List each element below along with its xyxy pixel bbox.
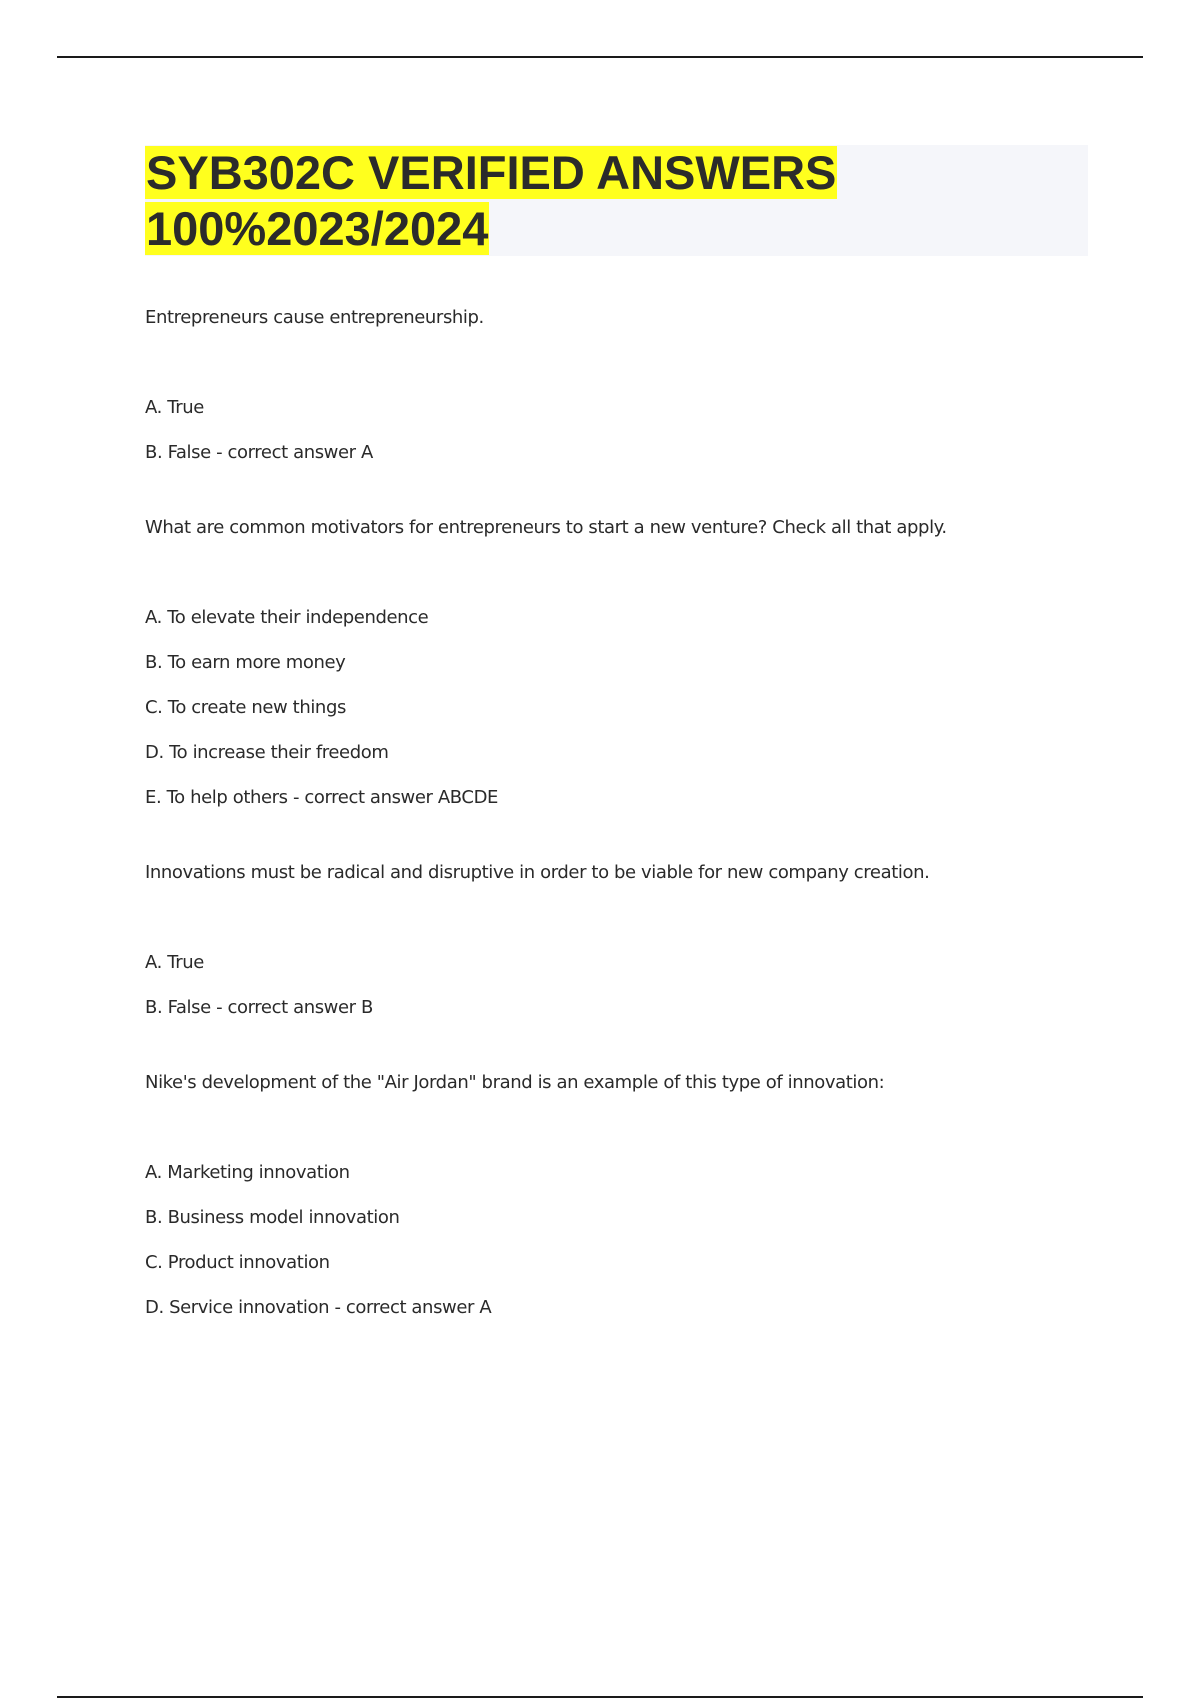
answer-options — [145, 603, 1105, 813]
title-line-1: SYB302C VERIFIED ANSWERS — [146, 146, 837, 199]
answer-option: D. Service innovation - correct answer A — [145, 1297, 492, 1318]
title-line-2: 100%2023/2024 — [146, 202, 489, 255]
answer-options — [145, 1158, 1105, 1323]
answer-option: C. Product innovation — [145, 1252, 330, 1273]
document-title — [145, 145, 1088, 257]
footer-rule — [57, 1696, 1143, 1698]
answer-options — [145, 948, 1105, 1023]
header-rule — [57, 56, 1143, 58]
question-block-2 — [145, 513, 1105, 813]
answer-option: B. False - correct answer A — [145, 442, 373, 463]
question-text: Nike's development of the "Air Jordan" brand is an example of this type of innovation: — [145, 1072, 885, 1093]
answer-option: B. To earn more money — [145, 652, 346, 673]
question-block-3 — [145, 858, 1105, 1023]
answer-options — [145, 393, 1105, 468]
answer-option: E. To help others - correct answer ABCDE — [145, 787, 499, 808]
answer-option: B. False - correct answer B — [145, 997, 373, 1018]
question-block-1 — [145, 303, 1105, 468]
answer-option: A. To elevate their independence — [145, 607, 429, 628]
answer-option: C. To create new things — [145, 697, 346, 718]
question-text: Innovations must be radical and disruptive in order to be viable for new company creation. — [145, 862, 930, 883]
answer-option: A. True — [145, 397, 204, 418]
question-text: What are common motivators for entrepreneurs to start a new venture? Check all that apply. — [145, 517, 947, 538]
question-text: Entrepreneurs cause entrepreneurship. — [145, 307, 484, 328]
answer-option: A. Marketing innovation — [145, 1162, 350, 1183]
answer-option: A. True — [145, 952, 204, 973]
answer-option: B. Business model innovation — [145, 1207, 400, 1228]
question-block-4 — [145, 1068, 1105, 1323]
document-body — [145, 303, 1105, 1368]
title-block — [145, 145, 1088, 256]
answer-option: D. To increase their freedom — [145, 742, 389, 763]
